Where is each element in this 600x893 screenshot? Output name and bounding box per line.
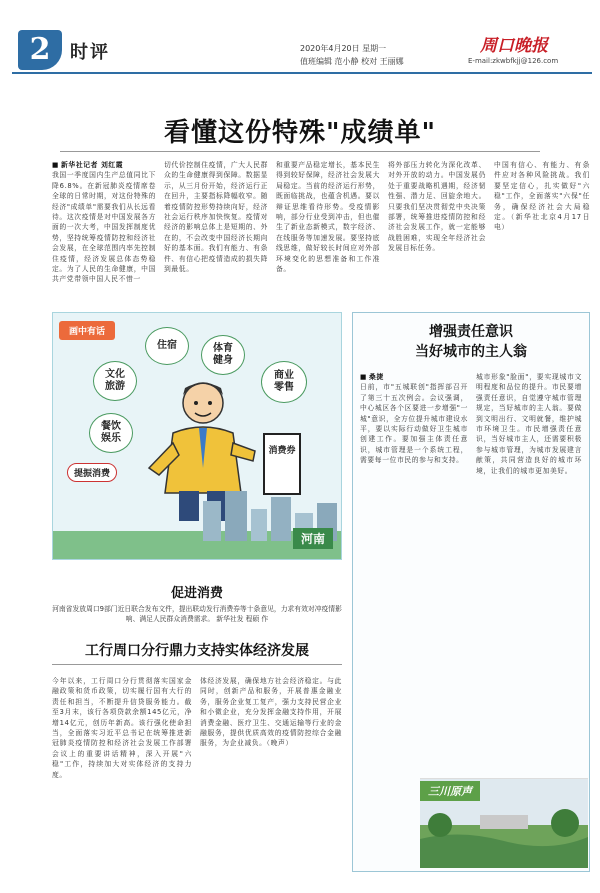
article-column-4: 将外部压力转化为深化改革、对外开放的动力。中国发展仍处于重要战略机遇期，经济韧性强、潜力足、回旋余地大。只要我们坚决贯彻党中央决策部署，统筹推进疫情防控和经济社会发展工作，就一定能够战胜困难，实现全年经济社会发展目标任务。: [388, 161, 486, 253]
lower-headline: 工行周口分行鼎力支持实体经济发展: [85, 643, 309, 659]
newspaper-logo: 周口晚报: [480, 36, 548, 56]
lower-column-1: 今年以来，工行周口分行贯彻落实国家金融政策和货币政策，切实履行国有大行的责任和担当，不断提升信贷服务能力。截至3月末，该行各项贷款余额145亿元，净增14亿元，创历年新高。该行强化使命担当，全面落实习近平总书记在统筹推进新冠肺炎疫情防控和经济社会发展工作部署会议上的重要讲话精神，深入开展"六稳"工作，持续加大对实体经济的支持力度。: [52, 677, 192, 779]
contact-email: E-mail:zkwbfkjj@126.com: [468, 57, 559, 65]
bubble-culture-tourism: 文化 旅游: [93, 361, 137, 401]
page-number-badge: 2: [18, 30, 62, 70]
side-text-1: 日前，市"五城联创"指挥部召开了第三十五次例会。会议强调，中心城区各个区要进一步增强"一城"意识，全方位提升城市建设水平，要以实际行动做好卫生城市创建工作。要加强主体责任意识，城市管理是一个系统工程，需要每一位市民的参与和支持。: [360, 383, 468, 465]
lower-headline-rule: [52, 664, 342, 665]
page-header: [0, 0, 600, 90]
side-byline: ■ 桑捷: [360, 372, 468, 382]
place-label: 河南: [293, 528, 333, 549]
illustration-tag: 画中有话: [59, 321, 115, 340]
city-skyline: [53, 491, 342, 560]
issue-date: 2020年4月20日 星期一: [300, 44, 387, 53]
illustration-caption: 促进消费: [170, 586, 223, 601]
section-title: 时评: [70, 42, 110, 63]
article-column-3: 和重要产品稳定增长，基本民生得到较好保障，经济社会发展大局稳定。当前的经济运行形势，既面临挑战，也蕴含机遇。要以辩证思维看待形势。受疫情影响，部分行业受到冲击，但也催生了新业态新模式，数字经济、在线服务等加速发展。要坚持底线思维，做好较长时间应对外部环境变化的思想准备和工作准备。: [276, 161, 380, 274]
bubble-lodging: 住宿: [145, 327, 189, 365]
article-text-1: 我国一季度国内生产总值同比下降6.8%。在新冠肺炎疫情席卷全球的日常时期，对这份特殊的经济"成绩单"需要我们从长远看待。这次疫情是对中国发展各方面的一次大考，中国发挥制度优势，坚持统筹疫情防控和经济社会发展，在全球范围内率先控制住疫情，经济发展总体态势稳定。为了人民的生命健康，中国共产党带领中国人民不惜一: [52, 171, 156, 284]
illustration-note: 河南省发放周口9部门近日联合发布文件，提出联动发行消费券等十条意见，力求有效对冲疫情影响、满足人民群众消费需求。 新华社发 程硕 作: [52, 605, 342, 623]
article-column-1: [52, 160, 156, 292]
bubble-sports-fitness: 体育 健身: [201, 335, 245, 375]
article-byline: ■ 新华社记者 刘红霞: [52, 160, 156, 170]
side-title: [352, 322, 590, 362]
boost-consumption-tag: 提振消费: [67, 463, 117, 482]
side-title-line-2: 当好城市的主人翁: [415, 344, 527, 360]
corner-photo-box: [420, 778, 588, 868]
side-title-line-1: 增强责任意识: [429, 324, 513, 340]
issue-editors: 值班编辑 范小静 校对 王丽娜: [300, 57, 404, 66]
main-headline: 看懂这份特殊"成绩单": [163, 118, 437, 148]
article-column-2: 切代价控制住疫情，广大人民群众的生命健康得到保障。数据显示，从三月份开始，经济运行正在回升，主要指标降幅收窄。随着疫情防控形势持续向好，经济社会运行秩序加快恢复。疫情对经济的影响总体上是短期的、外在的，不会改变中国经济长期向好的基本面。我们有能力、有条件、有信心把疫情造成的损失降到最低。: [164, 161, 268, 274]
issue-meta: [300, 42, 404, 68]
side-column-2: 城市形象"脸面"，要实现城市文明程度和品位的提升。市民要增强责任意识，自觉遵守城市管理规定，当好城市的主人翁。要做到文明出行、文明就餐，维护城市环境卫生。市民增强责任意识，当好城市主人，还需要积极参与城市管理，为城市发展建言献策，共同营造良好的城市环境，让我们的城市更加美好。: [476, 373, 582, 475]
cartoon-illustration: [52, 312, 342, 560]
header-rule: [12, 72, 592, 74]
bubble-retail: 商业 零售: [261, 361, 307, 403]
bubble-dining: 餐饮 娱乐: [89, 413, 133, 453]
lower-column-2: 体经济发展，确保地方社会经济稳定。与此同时，创新产品和服务，开展普惠金融业务，服务企业复工复产，强力支持民营企业和小微企业，充分发挥金融支持作用，开展消费金融、医疗卫生、交通运输等行业的金融服务，提供优质高效的疫情防控综合金融服务，为企业减负。（晚声）: [200, 677, 342, 748]
headline-rule: [60, 151, 540, 152]
article-column-5: 中国有信心、有能力、有条件应对各种风险挑战。我们要坚定信心，扎实做好"六稳"工作，全面落实"六保"任务，确保经济社会大局稳定。（新华社北京4月17日电）: [494, 161, 590, 232]
corner-tag: 三川原声: [420, 781, 480, 801]
consumption-coupon: 消费券: [263, 433, 301, 495]
